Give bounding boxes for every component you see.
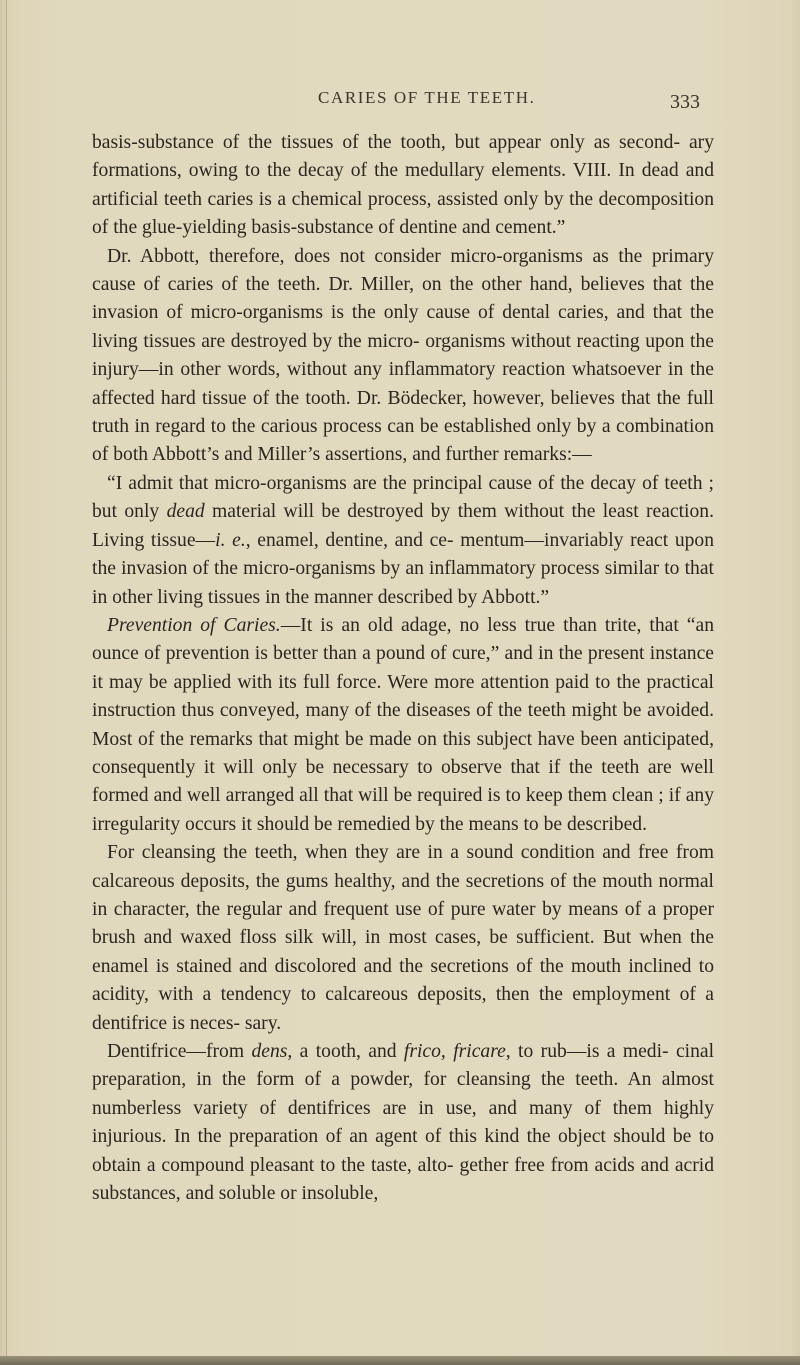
paragraph-1: [92, 129, 714, 243]
dentifrice-italic-dens: dens: [251, 1041, 288, 1062]
quote-text-e: , enamel, dentine, and ce- mentum—invariably react upon the invasion of the micro-organisms by an inflammatory process similar to that in other living tissues in the manner described by Abbott.”: [92, 529, 715, 608]
dentifrice-italic-frico: frico, fricare: [403, 1041, 506, 1062]
paragraph-4-text: —It is an old adage, no less true than trite, that “an ounce of prevention is better than a pound of cure,” and in the present instance it may be applied with its full force. Were more attention paid to the practical instruction thus conveyed, many of the diseases of the teeth might be avoided. Most of the remarks that might be made on this subject have been anticipated, consequently it will only be necessary to observe that if the teeth are well formed and well arranged all that will be required is to keep them clean ; if any irregularity occurs it should be remedied by the means to be described.: [92, 614, 714, 835]
paragraph-2: [92, 243, 714, 470]
scan-bottom-edge: [0, 1356, 800, 1365]
body-text: [92, 129, 714, 1208]
paragraph-4-prevention: [92, 612, 714, 839]
paragraph-2-text: Dr. Abbott, therefore, does not consider micro-organisms as the primary cause of caries of the teeth. Dr. Miller, on the other hand, believes that the invasion of micro-organisms is the only cause of dental caries, and that the living tissues are destroyed by the micro- organisms without reacting upon the injury—in other words, without any inflammatory reaction whatsoever in the affected hard tissue of the tooth. Dr. Bödecker, however, believes that the full truth in regard to the carious process can be established only by a combination of both Abbott’s and Miller’s assertions, and further remarks:—: [92, 245, 714, 466]
page-header: [0, 88, 800, 118]
section-title-prevention: Prevention of Caries.: [107, 614, 281, 636]
paragraph-6-dentifrice: [92, 1038, 714, 1208]
dentifrice-text-c: , a tooth, and: [287, 1041, 404, 1062]
page-edge-shadow: [6, 0, 7, 1365]
running-head: CARIES OF THE TEETH.: [318, 88, 536, 107]
quote-text-a: “I admit that micro-organisms are the principal cause of the decay of teeth ; but only: [92, 472, 714, 523]
paragraph-5-text: For cleansing the teeth, when they are in a sound condition and free from calcareous deposits, the gums healthy, and the secretions of the mouth normal in character, the regular and frequent use of pure water by means of a proper brush and waxed floss silk will, in most cases, be sufficient. But when the enamel is stained and discolored and the secretions of the mouth inclined to acidity, with a tendency to calcareous deposits, then the employment of a dentifrice is neces- sary.: [92, 842, 714, 1034]
paragraph-3-quote: [92, 470, 714, 612]
page-number: 333: [670, 91, 700, 113]
dentifrice-text-a: Dentifrice—from: [107, 1041, 252, 1062]
dentifrice-text-e: , to rub—is a medi- cinal preparation, in the form of a powder, for cleansing the teeth. An almost numberless variety of dentifrices are in use, and many of them highly injurious. In the preparation of an agent of this kind the object should be to obtain a compound pleasant to the taste, alto- gether free from acids and acrid substances, and soluble or insoluble,: [92, 1041, 715, 1205]
paragraph-1-text: basis-substance of the tissues of the tooth, but appear only as second- ary formations, owing to the decay of the medullary elements. VIII. In dead and artificial teeth caries is a chemical process, assisted only by the decomposition of the glue-yielding basis-substance of dentine and cement.”: [92, 132, 714, 239]
paragraph-5-cleansing: [92, 839, 714, 1038]
quote-text-c: material will be destroyed by them without the least reaction. Living tissue—: [92, 501, 714, 551]
quote-italic-dead: dead: [166, 501, 205, 523]
quote-italic-ie: i. e.: [215, 529, 246, 551]
